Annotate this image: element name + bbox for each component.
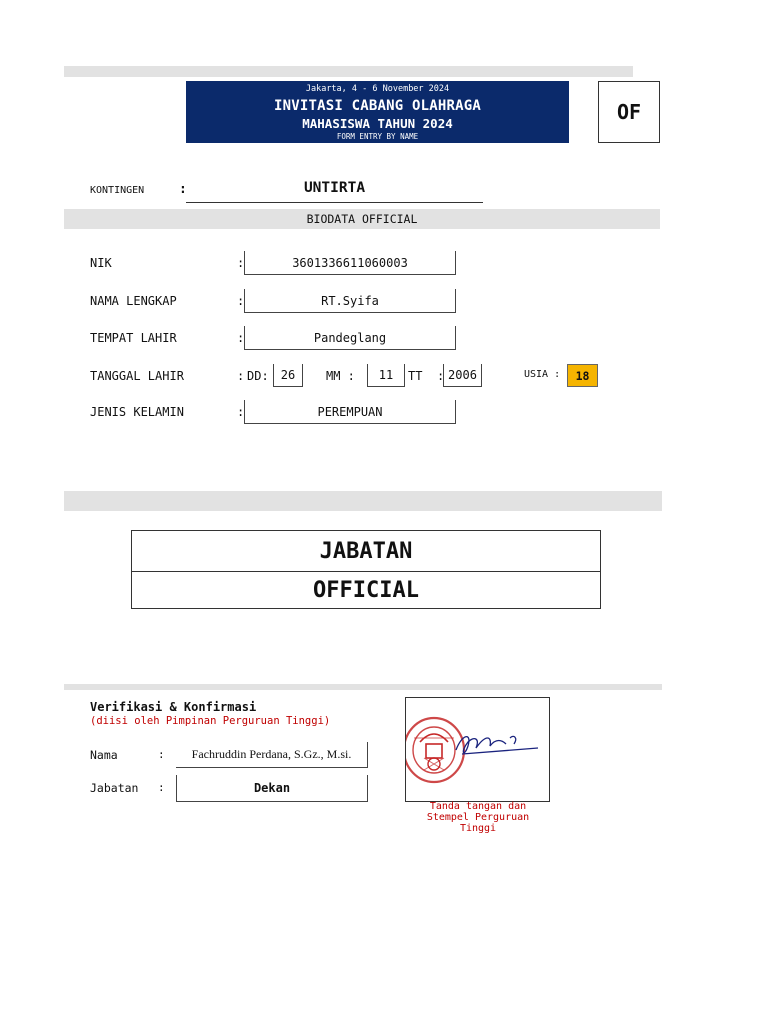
tanggal-lahir-colon: :	[237, 369, 245, 383]
signer-position-label: Jabatan	[90, 781, 139, 795]
tt-colon: :	[437, 369, 445, 383]
jenis-kelamin-label: JENIS KELAMIN	[90, 405, 184, 419]
signer-position-colon: :	[158, 781, 165, 794]
kontingen-field[interactable]: UNTIRTA	[186, 180, 483, 203]
tanggal-lahir-label: TANGGAL LAHIR	[90, 369, 184, 383]
university-stamp-icon	[406, 718, 464, 782]
signature-box[interactable]	[405, 697, 550, 802]
usia-label: USIA :	[524, 369, 561, 380]
nik-field[interactable]: 3601336611060003	[244, 251, 456, 275]
dd-field[interactable]: 26	[273, 364, 303, 387]
nama-lengkap-label: NAMA LENGKAP	[90, 294, 177, 308]
event-header	[186, 81, 569, 143]
tt-label: TT	[408, 369, 423, 383]
biodata-section-header: BIODATA OFFICIAL	[64, 209, 660, 229]
jenis-kelamin-field[interactable]: PEREMPUAN	[244, 400, 456, 424]
kontingen-colon: :	[179, 182, 187, 197]
nama-lengkap-field[interactable]: RT.Syifa	[244, 289, 456, 313]
mm-label: MM :	[326, 369, 355, 383]
jabatan-title: JABATAN	[132, 531, 600, 572]
event-location-date: Jakarta, 4 - 6 November 2024	[305, 84, 450, 94]
signer-name-field[interactable]: Fachruddin Perdana, S.Gz., M.si.	[176, 742, 368, 768]
nik-colon: :	[237, 256, 245, 270]
jabatan-value[interactable]: OFFICIAL	[313, 578, 419, 603]
lower-band	[64, 684, 662, 690]
tempat-lahir-colon: :	[237, 331, 245, 345]
signer-name-colon: :	[158, 748, 165, 761]
tempat-lahir-field[interactable]: Pandeglang	[244, 326, 456, 350]
middle-band	[64, 491, 662, 511]
tt-field[interactable]: 2006	[443, 364, 482, 387]
form-code: OF	[598, 81, 660, 143]
jabatan-table	[131, 530, 601, 609]
tempat-lahir-label: TEMPAT LAHIR	[90, 331, 177, 345]
kontingen-label: KONTINGEN	[90, 185, 145, 196]
signer-name-label: Nama	[90, 748, 118, 762]
jenis-kelamin-colon: :	[237, 405, 245, 419]
usia-field: 18	[567, 364, 598, 387]
event-title: INVITASI CABANG OLAHRAGA	[273, 98, 482, 114]
dd-label: DD:	[247, 369, 269, 383]
stamp-and-signature	[406, 698, 551, 803]
verifikasi-subtitle: (diisi oleh Pimpinan Perguruan Tinggi)	[90, 715, 331, 727]
event-subtitle: MAHASISWA TAHUN 2024	[302, 116, 453, 131]
signer-position-field[interactable]: Dekan	[176, 775, 368, 802]
nama-lengkap-colon: :	[237, 294, 245, 308]
nik-label: NIK	[90, 256, 112, 270]
top-band	[64, 66, 633, 77]
verifikasi-title: Verifikasi & Konfirmasi	[90, 700, 257, 714]
form-type: FORM ENTRY BY NAME	[336, 132, 419, 141]
signature-stroke-icon	[456, 736, 538, 754]
mm-field[interactable]: 11	[367, 364, 405, 387]
signature-caption: Tanda tangan dan Stempel Perguruan Tinggi	[426, 801, 530, 834]
